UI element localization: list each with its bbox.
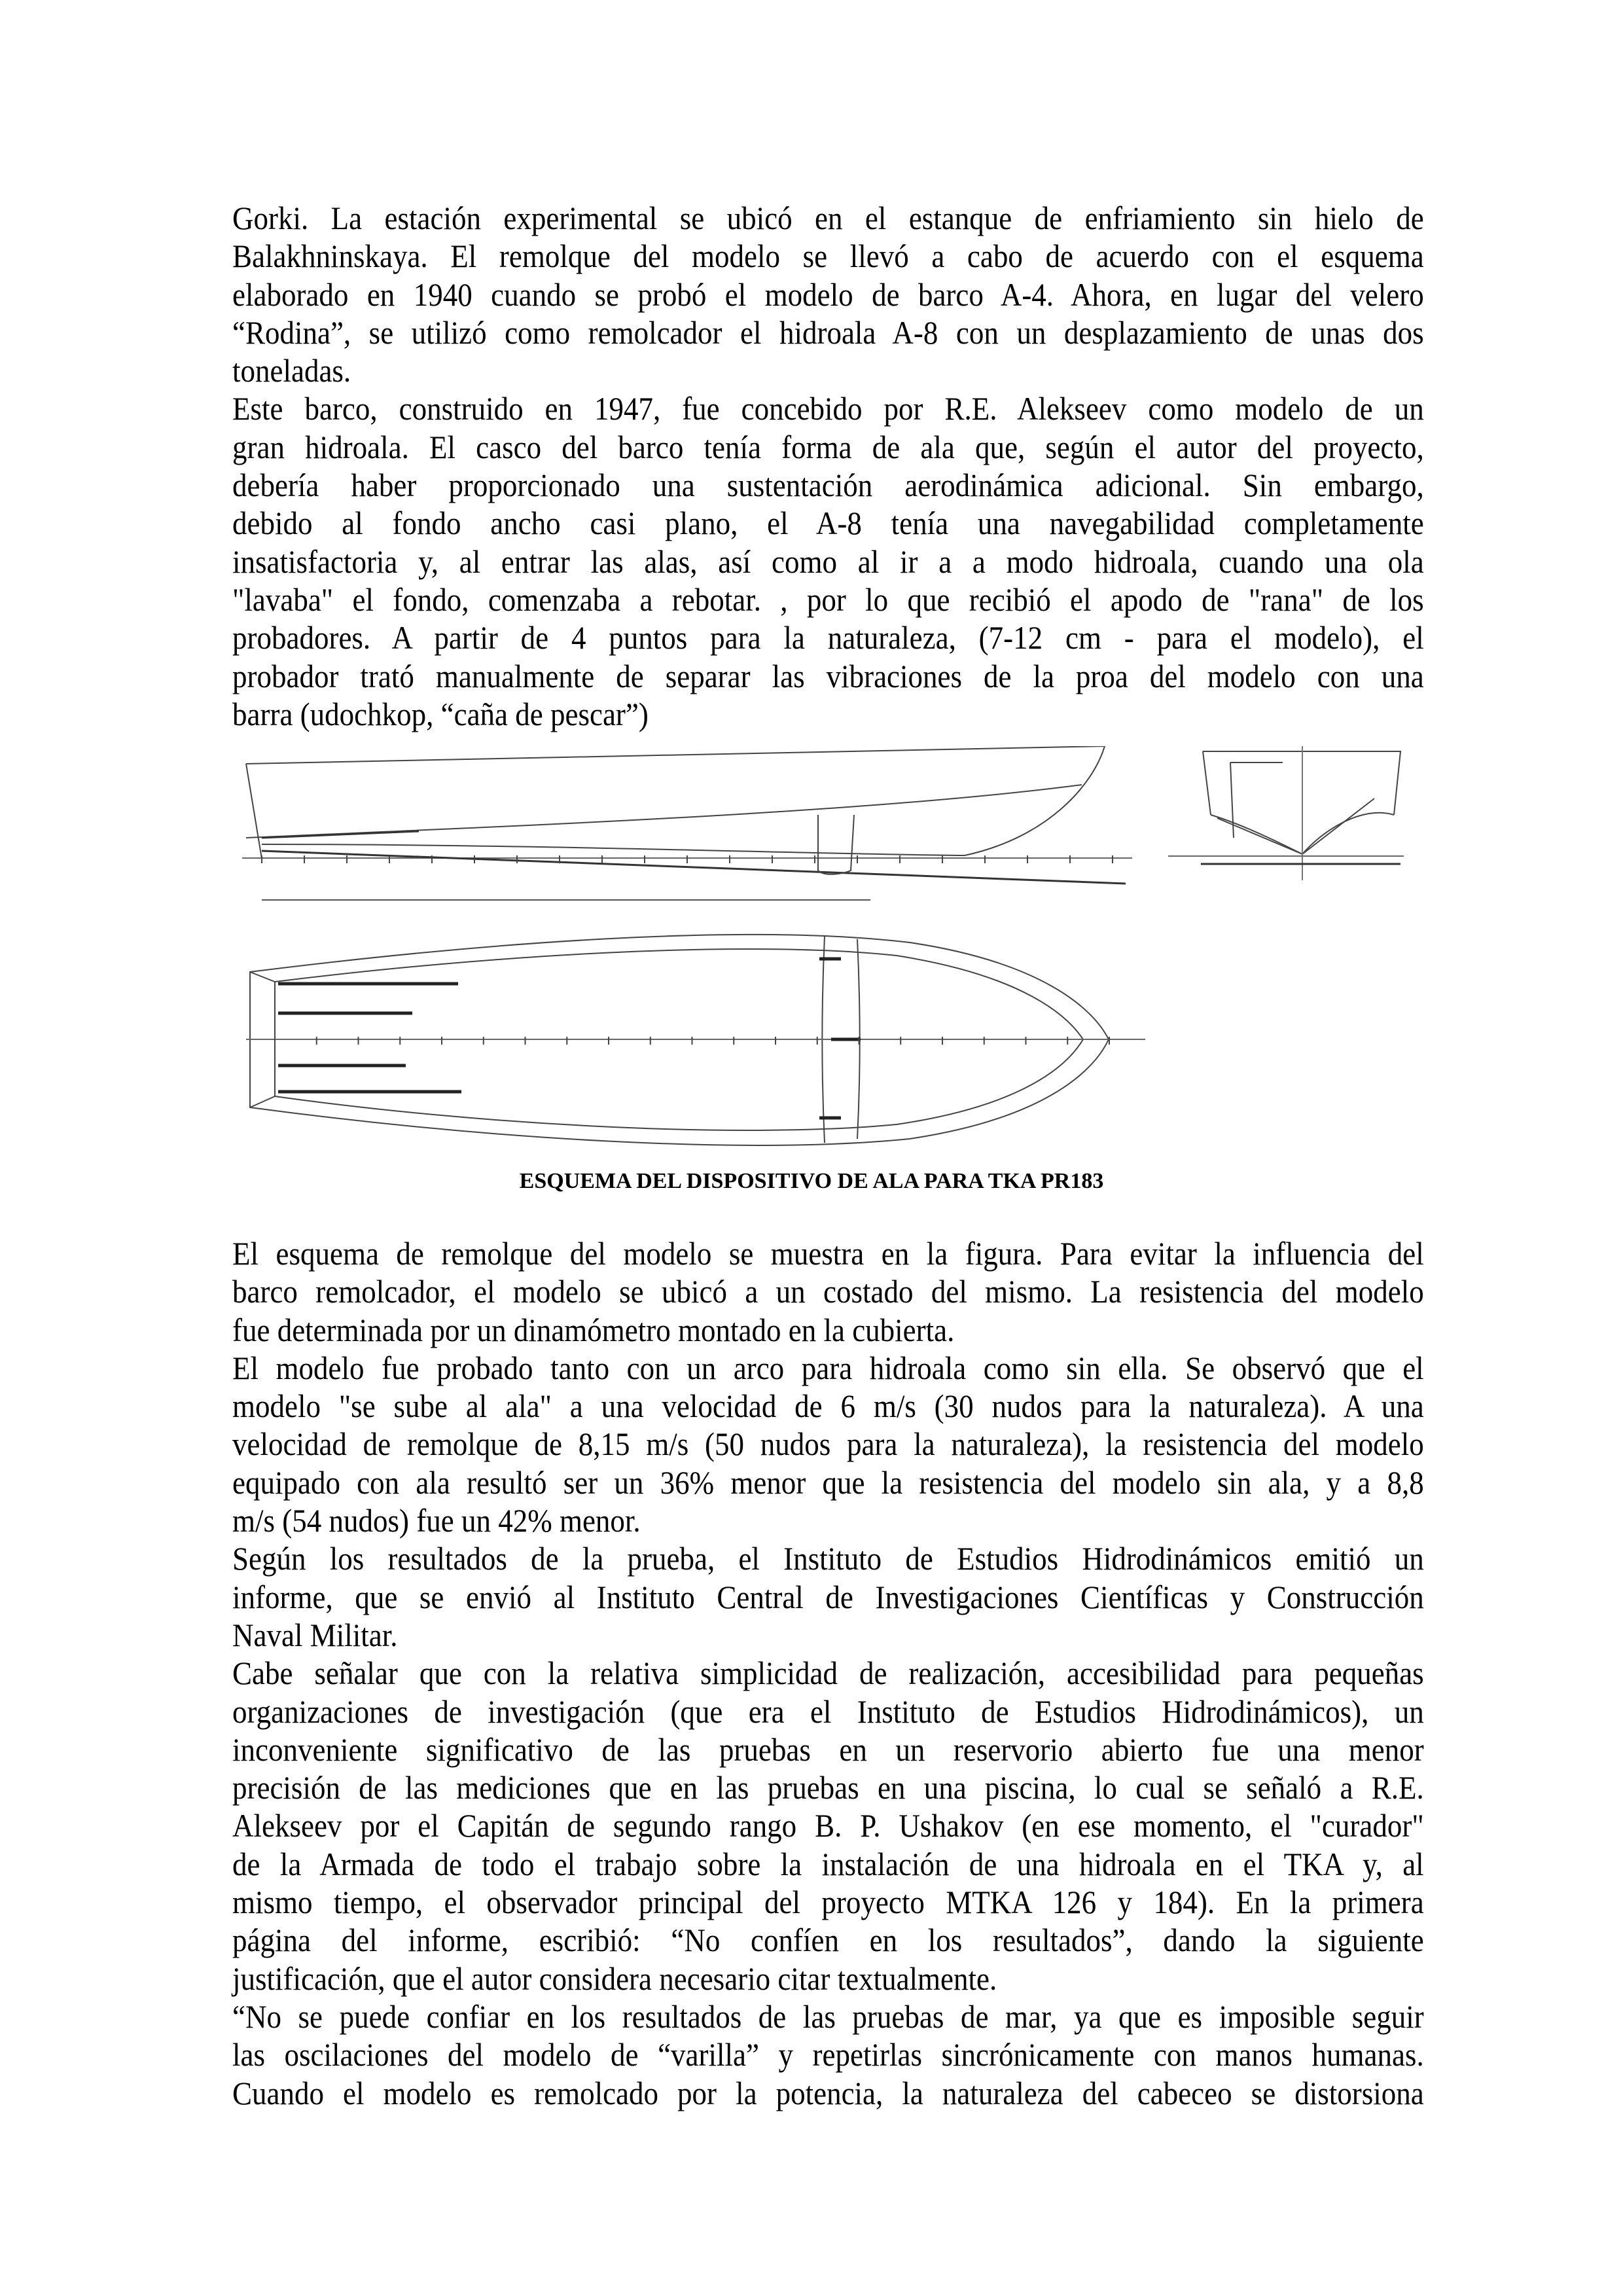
text-line: probadores. A partir de 4 puntos para la naturaleza, (7-12 cm - para el modelo), el — [232, 619, 1424, 656]
text-line: gran hidroala. El casco del barco tenía forma de ala que, según el autor del proyecto, — [232, 428, 1424, 465]
body-text-top — [232, 199, 1424, 733]
text-line: Balakhninskaya. El remolque del modelo se llevó a cabo de acuerdo con el esquema — [232, 238, 1424, 275]
text-line: fue determinada por un dinamómetro montado en la cubierta. — [232, 1311, 955, 1348]
text-line: Cuando el modelo es remolcado por la potencia, la naturaleza del cabeceo se distorsiona — [232, 2074, 1424, 2111]
text-line: página del informe, escribió: “No confíen en los resultados”, dando la siguiente — [232, 1922, 1424, 1959]
side-view-drawing — [242, 746, 1132, 900]
text-line: Cabe señalar que con la relativa simplicidad de realización, accesibilidad para pequeñas — [232, 1655, 1424, 1692]
text-line: toneladas. — [232, 352, 351, 389]
text-line: las oscilaciones del modelo de “varilla” y repetirlas sincrónicamente con manos humanas. — [232, 2036, 1424, 2073]
body-text-bottom — [232, 1234, 1424, 2112]
text-line: Naval Militar. — [232, 1616, 398, 1653]
text-line: de la Armada de todo el trabajo sobre la instalación de una hidroala en el TKA y, al — [232, 1845, 1424, 1882]
text-line: El esquema de remolque del modelo se muestra en la figura. Para evitar la influencia del — [232, 1235, 1424, 1272]
text-line: precisión de las mediciones que en las pruebas en una piscina, lo cual se señaló a R.E. — [232, 1769, 1424, 1806]
text-line: justificación, que el autor considera necesario citar textualmente. — [232, 1960, 997, 1997]
plan-view-drawing — [246, 935, 1145, 1145]
text-line: debería haber proporcionado una sustentación aerodinámica adicional. Sin embargo, — [232, 467, 1424, 504]
text-line: informe, que se envió al Instituto Central de Investigaciones Científicas y Construcción — [232, 1578, 1424, 1615]
text-line: “No se puede confiar en los resultados de las pruebas de mar, ya que es imposible seguir — [232, 1998, 1424, 2035]
text-line: "lavaba" el fondo, comenzaba a rebotar. , por lo que recibió el apodo de "rana" de los — [232, 581, 1424, 618]
text-line: velocidad de remolque de 8,15 m/s (50 nudos para la naturaleza), la resistencia del modelo — [232, 1426, 1424, 1463]
figure-caption: ESQUEMA DEL DISPOSITIVO DE ALA PARA TKA PR183 — [519, 1169, 1104, 1193]
section-view-drawing — [1168, 746, 1404, 880]
text-line: El modelo fue probado tanto con un arco para hidroala como sin ella. Se observó que el — [232, 1349, 1424, 1386]
text-line: Según los resultados de la prueba, el Instituto de Estudios Hidrodinámicos emitió un — [232, 1540, 1424, 1577]
text-line: insatisfactoria y, al entrar las alas, así como al ir a a modo hidroala, cuando una ola — [232, 543, 1424, 580]
text-line: mismo tiempo, el observador principal del proyecto MTKA 126 y 184). En la primera — [232, 1884, 1424, 1921]
hull-wing-schematic — [223, 746, 1433, 1165]
text-line: barra (udochkop, “caña de pescar”) — [232, 695, 649, 732]
plan-view-ticks — [275, 1037, 1109, 1045]
text-line: Este barco, construido en 1947, fue concebido por R.E. Alekseev como modelo de un — [232, 390, 1424, 427]
side-view-ticks — [262, 855, 1113, 863]
text-line: inconveniente significativo de las pruebas en un reservorio abierto fue una menor — [232, 1731, 1424, 1768]
text-line: Gorki. La estación experimental se ubicó en el estanque de enfriamiento sin hielo de — [232, 200, 1424, 236]
text-line: elaborado en 1940 cuando se probó el modelo de barco A-4. Ahora, en lugar del velero — [232, 276, 1424, 313]
text-line: barco remolcador, el modelo se ubicó a un costado del mismo. La resistencia del modelo — [232, 1273, 1424, 1310]
text-line: organizaciones de investigación (que era el Instituto de Estudios Hidrodinámicos), un — [232, 1693, 1424, 1730]
text-line: Alekseev por el Capitán de segundo rango B. P. Ushakov (en ese momento, el "curador" — [232, 1807, 1424, 1844]
text-line: probador trató manualmente de separar las vibraciones de la proa del modelo con una — [232, 657, 1424, 694]
text-line: modelo "se sube al ala" a una velocidad de 6 m/s (30 nudos para la naturaleza). A una — [232, 1388, 1424, 1425]
text-line: m/s (54 nudos) fue un 42% menor. — [232, 1502, 641, 1539]
text-line: “Rodina”, se utilizó como remolcador el hidroala A-8 con un desplazamiento de unas dos — [232, 314, 1424, 351]
text-line: debido al fondo ancho casi plano, el A-8 tenía una navegabilidad completamente — [232, 505, 1424, 542]
text-line: equipado con ala resultó ser un 36% menor que la resistencia del modelo sin ala, y a 8,8 — [232, 1463, 1424, 1501]
